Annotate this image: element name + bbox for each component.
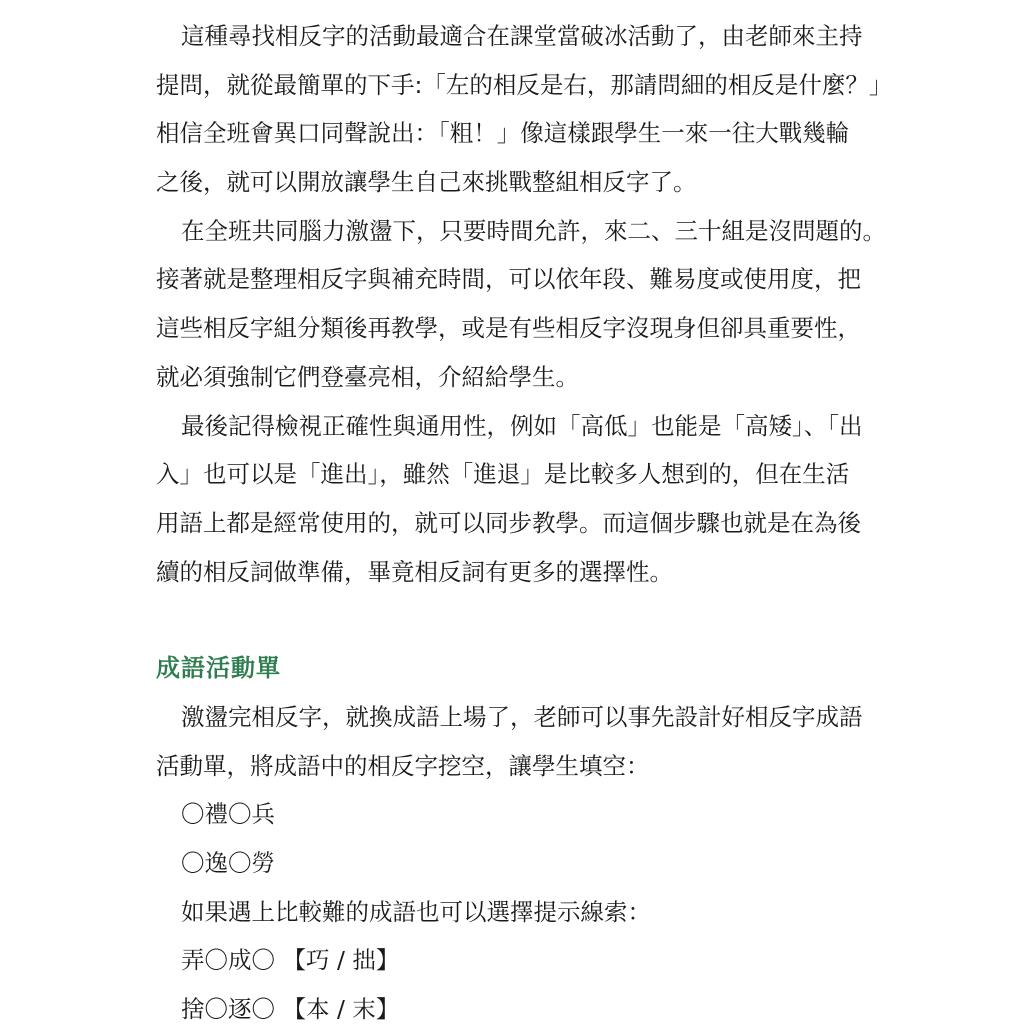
paragraph-line: 相信全班會異口同聲說出：「粗！」像這樣跟學生一來一往大戰幾輪: [156, 119, 850, 148]
hint-example: 弄〇成〇 【巧 / 拙】: [181, 946, 400, 975]
paragraph-line: 最後記得檢視正確性與通用性，例如「高低」也能是「高矮」、「出: [181, 411, 863, 440]
idiom-examples: [156, 790, 904, 887]
hint-intro: 如果遇上比較難的成語也可以選擇提示線索：: [181, 897, 651, 926]
hint-examples: [156, 936, 904, 1033]
paragraph-line: 提問，就從最簡單的下手:「左的相反是右，那請問細的相反是什麼？」: [156, 70, 893, 99]
document-page: [156, 12, 904, 1034]
idiom-example: 〇逸〇勞: [181, 849, 275, 877]
paragraph-line: 在全班共同腦力激盪下，只要時間允許，來二、三十組是沒問題的。: [181, 216, 886, 245]
paragraph-line: 這種尋找相反字的活動最適合在課堂當破冰活動了，由老師來主持: [181, 22, 863, 50]
paragraph-line: 續的相反詞做準備，畢竟相反詞有更多的選擇性。: [156, 557, 673, 586]
paragraph-line: 入」也可以是「進出」，雖然「進退」是比較多人想到的，但在生活: [156, 460, 850, 489]
paragraph-line: 之後，就可以開放讓學生自己來挑戰整組相反字了。: [156, 168, 697, 197]
section-spacer: [156, 596, 904, 644]
paragraph-3: [156, 402, 904, 597]
paragraph-line: 就必須強制它們登臺亮相，介紹給學生。: [156, 362, 579, 391]
paragraph-line: 這些相反字組分類後再教學，或是有些相反字沒現身但卻具重要性，: [156, 314, 861, 343]
paragraph-line: 接著就是整理相反字與補充時間，可以依年段、難易度或使用度，把: [156, 265, 861, 294]
paragraph-line: 活動單，將成語中的相反字挖空，讓學生填空：: [156, 751, 650, 780]
paragraph-line: 用語上都是經常使用的，就可以同步教學。而這個步驟也就是在為後: [156, 508, 861, 537]
paragraph-4: [156, 693, 904, 790]
hint-example: 捨〇逐〇 【本 / 末】: [181, 995, 400, 1024]
paragraph-1: [156, 12, 904, 207]
section-heading: 成語活動單: [156, 654, 281, 683]
paragraph-2: [156, 207, 904, 402]
idiom-example: 〇禮〇兵: [181, 800, 275, 829]
paragraph-line: 激盪完相反字，就換成語上場了，老師可以事先設計好相反字成語: [181, 702, 863, 731]
